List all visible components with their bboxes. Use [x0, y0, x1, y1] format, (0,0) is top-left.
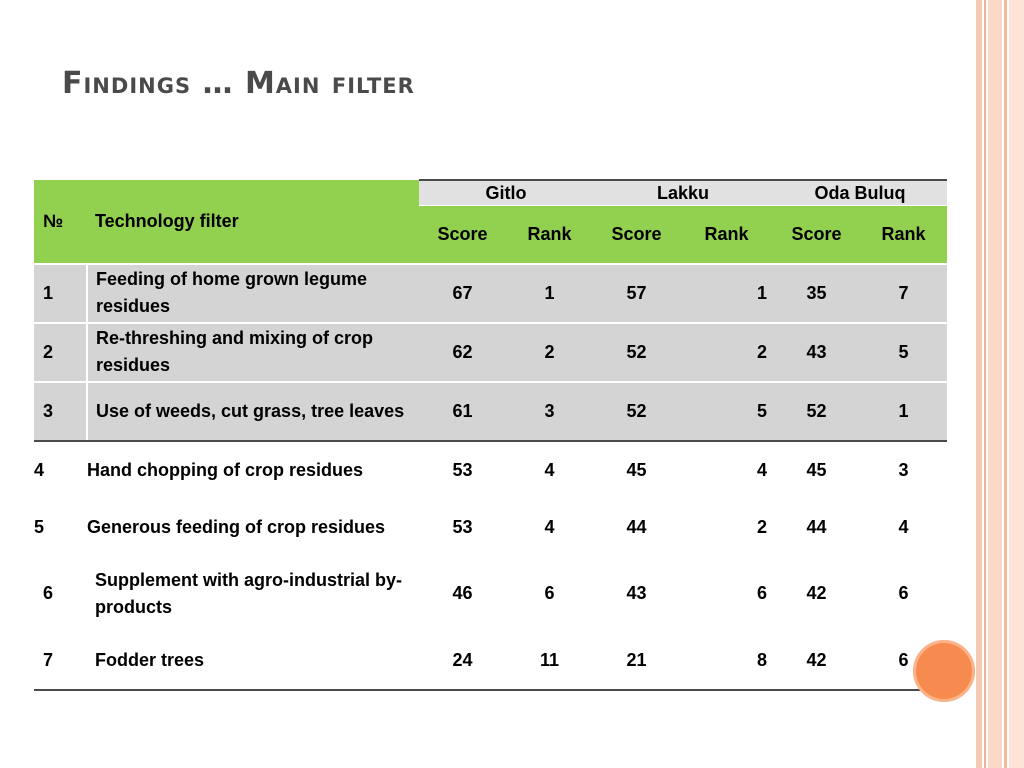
gitlo-score: 67 [419, 264, 506, 323]
lakku-score: 45 [626, 459, 647, 480]
table-row [34, 441, 947, 499]
table-row [34, 556, 947, 632]
location-header-lakku: Lakku [593, 180, 773, 206]
oda-buluq-score: 45 [806, 459, 827, 480]
gitlo-score: 61 [419, 382, 506, 441]
row-number: 2 [34, 323, 87, 382]
technology-header: Technology filter [87, 180, 419, 264]
lakku-score: 52 [593, 323, 680, 382]
lakku-score: 57 [593, 264, 680, 323]
lakku-score: 43 [626, 583, 647, 603]
technology-cell: Fodder trees [87, 632, 419, 690]
oda-buluq-score: 43 [773, 323, 860, 382]
score-header: Score [419, 206, 506, 264]
technology-cell: Supplement with agro-industrial by-products [95, 569, 403, 617]
gitlo-rank: 1 [506, 264, 593, 323]
gitlo-score: 24 [419, 632, 506, 690]
row-number: 3 [34, 382, 87, 441]
oda-buluq-score: 44 [806, 516, 827, 537]
no-header: № [34, 180, 87, 264]
lakku-rank: 5 [680, 382, 773, 441]
score-header: Score [773, 206, 860, 264]
rank-header: Rank [506, 206, 593, 264]
oda-buluq-rank: 5 [860, 323, 947, 382]
lakku-score: 21 [593, 632, 680, 690]
table-header-row [34, 180, 947, 206]
gitlo-rank: 11 [506, 632, 593, 690]
lakku-rank: 8 [680, 632, 773, 690]
gitlo-rank: 3 [506, 382, 593, 441]
oda-buluq-rank: 4 [898, 516, 909, 537]
row-number: 1 [34, 264, 87, 323]
gitlo-score: 62 [419, 323, 506, 382]
oda-buluq-rank: 3 [898, 459, 909, 480]
slide-title: Findings … Main filter [62, 66, 415, 101]
location-header-gitlo: Gitlo [419, 180, 593, 206]
oda-buluq-rank: 1 [860, 382, 947, 441]
lakku-rank: 6 [756, 583, 767, 603]
row-number: 6 [43, 583, 54, 603]
lakku-rank: 1 [680, 264, 773, 323]
gitlo-score: 46 [452, 583, 473, 603]
row-number: 7 [34, 632, 87, 690]
lakku-rank: 4 [756, 459, 767, 480]
oda-buluq-score: 42 [806, 583, 827, 603]
findings-table [34, 179, 947, 691]
technology-cell: Feeding of home grown legume residues [87, 264, 419, 323]
oda-buluq-score: 35 [773, 264, 860, 323]
table-row [34, 499, 947, 556]
oda-buluq-rank: 7 [860, 264, 947, 323]
row-number: 5 [34, 516, 45, 537]
rank-header: Rank [860, 206, 947, 264]
lakku-score: 52 [593, 382, 680, 441]
gitlo-rank: 4 [544, 516, 555, 537]
gitlo-score: 53 [452, 516, 473, 537]
oda-buluq-score: 52 [773, 382, 860, 441]
technology-cell: Hand chopping of crop residues [87, 459, 364, 480]
gitlo-score: 53 [452, 459, 473, 480]
table-row [34, 264, 947, 323]
oda-buluq-rank: 6 [898, 583, 909, 603]
technology-cell: Generous feeding of crop residues [87, 516, 386, 537]
score-header: Score [593, 206, 680, 264]
decorative-orange-circle [913, 640, 975, 702]
table-row [34, 382, 947, 441]
oda-buluq-rank: 6 [860, 632, 947, 690]
lakku-score: 44 [626, 516, 647, 537]
technology-cell: Use of weeds, cut grass, tree leaves [87, 382, 419, 441]
table-row [34, 323, 947, 382]
gitlo-rank: 4 [544, 459, 555, 480]
gitlo-rank: 6 [544, 583, 555, 603]
oda-buluq-score: 42 [773, 632, 860, 690]
lakku-rank: 2 [756, 516, 767, 537]
technology-cell: Re-threshing and mixing of crop residues [87, 323, 419, 382]
decorative-stripes [976, 0, 1024, 768]
gitlo-rank: 2 [506, 323, 593, 382]
row-number: 4 [34, 459, 45, 480]
location-header-oda-buluq: Oda Buluq [773, 180, 947, 206]
table-row [34, 632, 947, 690]
rank-header: Rank [680, 206, 773, 264]
lakku-rank: 2 [680, 323, 773, 382]
